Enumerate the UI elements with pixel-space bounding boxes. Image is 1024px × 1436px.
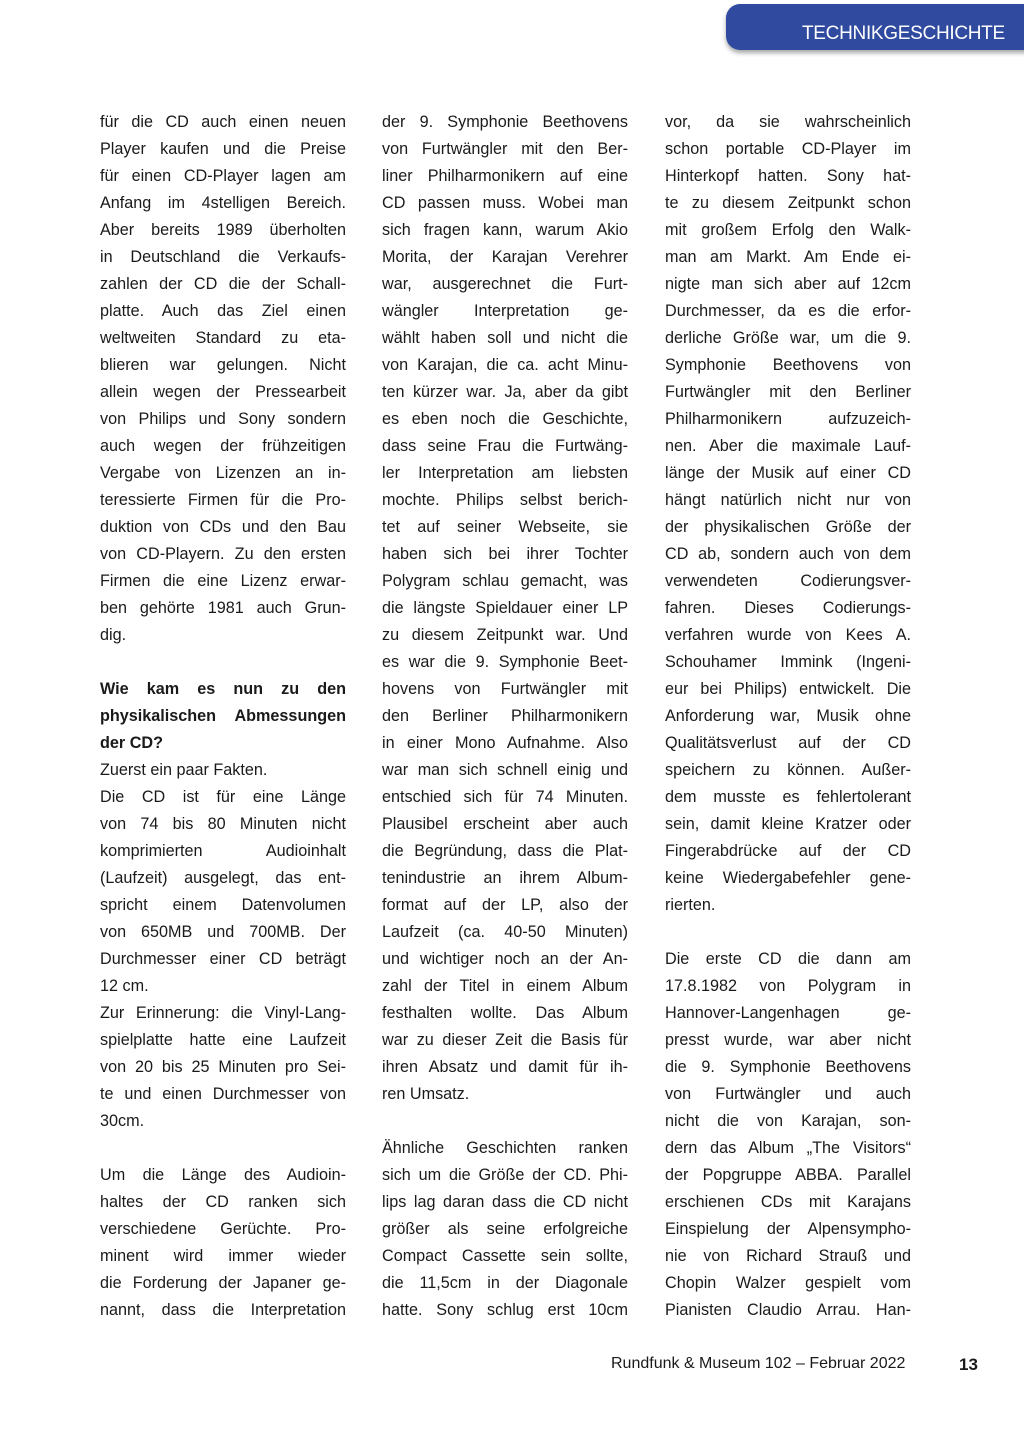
text-line: die Forderung der Japaner ge- (100, 1274, 346, 1292)
text-line: von Furtwängler und auch (665, 1085, 911, 1103)
text-line: blieren war gelungen. Nicht (100, 356, 346, 374)
paragraph-gap (665, 919, 911, 946)
text-line: den Berliner Philharmonikern (382, 707, 628, 725)
text-line: weltweiten Standard zu eta- (100, 329, 346, 347)
text-line: Ähnliche Geschichten ranken (382, 1139, 628, 1157)
text-line: der Popgruppe ABBA. Parallel (665, 1166, 911, 1184)
text-line: Furtwängler mit den Berliner (665, 383, 911, 401)
text-line: Zuerst ein paar Fakten. (100, 761, 268, 779)
text-line: dass seine Frau die Furtwäng- (382, 437, 628, 455)
text-line: hängt natürlich nicht nur von (665, 491, 911, 509)
text-line: von Karajan, die ca. acht Minu- (382, 356, 628, 374)
text-line: verfahren wurde von Kees A. (665, 626, 911, 644)
text-line: länge der Musik auf einer CD (665, 464, 911, 482)
text-line: Um die Länge des Audioin- (100, 1166, 346, 1184)
text-line: von 74 bis 80 Minuten nicht (100, 815, 346, 833)
text-line: spricht einem Datenvolumen (100, 896, 346, 914)
text-line: nannt, dass die Interpretation (100, 1301, 346, 1319)
text-line: die längste Spieldauer einer LP (382, 599, 628, 617)
text-line: duktion von CDs und den Bau (100, 518, 346, 536)
text-line: allein wegen der Pressearbeit (100, 383, 346, 401)
text-line: mit großem Erfolg den Walk- (665, 221, 911, 239)
page-number: 13 (959, 1355, 978, 1374)
text-line: haben sich bei ihrer Tochter (382, 545, 628, 563)
text-line: lips lag daran dass die CD nicht (382, 1193, 628, 1211)
text-line: Vergabe von Lizenzen an in- (100, 464, 346, 482)
text-line: Qualitätsverlust auf der CD (665, 734, 911, 752)
text-line: nigte man sich aber auf 12cm (665, 275, 911, 293)
article-column-3 (665, 109, 911, 1324)
text-line: in einer Mono Aufnahme. Also (382, 734, 628, 752)
text-line: sein, damit kleine Kratzer oder (665, 815, 911, 833)
text-line: dem musste es fehlertolerant (665, 788, 911, 806)
text-line: Zur Erinnerung: die Vinyl-Lang- (100, 1004, 346, 1022)
section-header-tab (726, 4, 1024, 50)
paragraph-gap (100, 649, 346, 676)
text-line: Plausibel erscheint aber auch (382, 815, 628, 833)
text-line: nie von Richard Strauß und (665, 1247, 911, 1265)
text-line: speichern zu können. Außer- (665, 761, 911, 779)
text-line: hovens von Furtwängler mit (382, 680, 628, 698)
text-line: Symphonie Beethovens von (665, 356, 911, 374)
text-line: wängler Interpretation ge- (382, 302, 628, 320)
text-line: liner Philharmonikern auf eine (382, 167, 628, 185)
text-line: zu diesem Zeitpunkt war. Und (382, 626, 628, 644)
text-line: ren Umsatz. (382, 1085, 470, 1103)
text-line: te zu diesem Zeitpunkt schon (665, 194, 911, 212)
text-line: te und einen Durchmesser von (100, 1085, 346, 1103)
text-line: von 20 bis 25 Minuten pro Sei- (100, 1058, 346, 1076)
text-line: Laufzeit (ca. 40-50 Minuten) (382, 923, 628, 941)
text-line: erschienen CDs mit Karajans (665, 1193, 911, 1211)
text-line: CD ab, sondern auch von dem (665, 545, 911, 563)
text-line: die Begründung, dass die Plat- (382, 842, 628, 860)
text-line: Firmen die eine Lizenz erwar- (100, 572, 346, 590)
paragraph-gap (382, 1108, 628, 1135)
text-line: der 9. Symphonie Beethovens (382, 113, 628, 131)
text-line: eur bei Philips) entwickelt. Die (665, 680, 911, 698)
text-line: für einen CD-Player lagen am (100, 167, 346, 185)
text-line: ten kürzer war. Ja, aber da gibt (382, 383, 628, 401)
text-line: war zu dieser Zeit die Basis für (382, 1031, 628, 1049)
text-line: 12 cm. (100, 977, 149, 995)
text-line: größer als seine erfolgreiche (382, 1220, 628, 1238)
text-line: festhalten wollte. Das Album (382, 1004, 628, 1022)
text-line: Compact Cassette sein sollte, (382, 1247, 628, 1265)
text-line: (Laufzeit) ausgelegt, das ent- (100, 869, 346, 887)
text-line: wählt haben soll und nicht die (382, 329, 628, 347)
text-line: Durchmesser, da es die erfor- (665, 302, 911, 320)
text-line: dern das Album „The Visitors“ (665, 1139, 911, 1157)
text-line: 30cm. (100, 1112, 145, 1130)
text-line: spielplatte hatte eine Laufzeit (100, 1031, 346, 1049)
text-line: man am Markt. Am Ende ei- (665, 248, 911, 266)
text-line: es eben noch die Geschichte, (382, 410, 628, 428)
text-line: entschied sich für 74 Minuten. (382, 788, 628, 806)
text-line: ler Interpretation am liebsten (382, 464, 628, 482)
section-title: TECHNIKGESCHICHTE (802, 23, 1005, 44)
text-line: die 11,5cm in der Diagonale (382, 1274, 628, 1292)
text-line: Einspielung der Alpensympho- (665, 1220, 911, 1238)
text-line: platte. Auch das Ziel einen (100, 302, 346, 320)
text-line: nicht die von Karajan, son- (665, 1112, 911, 1130)
text-line: Player kaufen und die Preise (100, 140, 346, 158)
text-line: rierten. (665, 896, 716, 914)
text-line: war man sich schnell einig und (382, 761, 628, 779)
text-line: es war die 9. Symphonie Beet- (382, 653, 628, 671)
text-line: Philharmonikern aufzuzeich- (665, 410, 911, 428)
text-line: verschiedene Gerüchte. Pro- (100, 1220, 346, 1238)
text-line: Durchmesser einer CD beträgt (100, 950, 346, 968)
text-line: teressierte Firmen für die Pro- (100, 491, 346, 509)
text-line: ihren Absatz und damit für ih- (382, 1058, 628, 1076)
text-line: für die CD auch einen neuen (100, 113, 346, 131)
text-line: sich fragen kann, warum Akio (382, 221, 628, 239)
text-line: fahren. Dieses Codierungs- (665, 599, 911, 617)
text-line: von CD-Playern. Zu den ersten (100, 545, 346, 563)
text-line: schon portable CD-Player im (665, 140, 911, 158)
text-line: von 650MB und 700MB. Der (100, 923, 346, 941)
text-line: Chopin Walzer gespielt vom (665, 1274, 911, 1292)
text-line: derliche Größe war, um die 9. (665, 329, 911, 347)
text-line: Hinterkopf hatten. Sony hat- (665, 167, 911, 185)
text-line: nen. Aber die maximale Lauf- (665, 437, 911, 455)
text-line: tet auf seiner Webseite, sie (382, 518, 628, 536)
text-line: Pianisten Claudio Arrau. Han- (665, 1301, 911, 1319)
text-line: Polygram schlau gemacht, was (382, 572, 628, 590)
text-line: keine Wiedergabefehler gene- (665, 869, 911, 887)
text-line: haltes der CD ranken sich (100, 1193, 346, 1211)
text-line: Anfang im 4stelligen Bereich. (100, 194, 346, 212)
subheading-line: der CD? (100, 734, 163, 752)
text-line: hatte. Sony schlug erst 10cm (382, 1301, 628, 1319)
text-line: Die CD ist für eine Länge (100, 788, 346, 806)
text-line: die 9. Symphonie Beethovens (665, 1058, 911, 1076)
text-line: und wichtiger noch an der An- (382, 950, 628, 968)
paragraph-gap (100, 1135, 346, 1162)
text-line: vor, da sie wahrscheinlich (665, 113, 911, 131)
text-line: Morita, der Karajan Verehrer (382, 248, 628, 266)
text-line: komprimierten Audioinhalt (100, 842, 346, 860)
footer-publication: Rundfunk & Museum 102 – Februar 2022 (611, 1355, 906, 1372)
text-line: verwendeten Codierungsver- (665, 572, 911, 590)
text-line: dig. (100, 626, 127, 644)
text-line: Schouhamer Immink (Ingeni- (665, 653, 911, 671)
text-line: Die erste CD die dann am (665, 950, 911, 968)
text-line: von Furtwängler mit den Ber- (382, 140, 628, 158)
subheading-line: Wie kam es nun zu den (100, 680, 346, 698)
text-line: sich um die Größe der CD. Phi- (382, 1166, 628, 1184)
text-line: tenindustrie an ihrem Album- (382, 869, 628, 887)
text-line: Aber bereits 1989 überholten (100, 221, 346, 239)
article-column-1 (100, 109, 346, 1324)
text-line: minent wird immer wieder (100, 1247, 346, 1265)
text-line: Anforderung war, Musik ohne (665, 707, 911, 725)
text-line: 17.8.1982 von Polygram in (665, 977, 911, 995)
text-line: zahlen der CD die der Schall- (100, 275, 346, 293)
article-column-2 (382, 109, 628, 1324)
text-line: ben gehörte 1981 auch Grun- (100, 599, 346, 617)
text-line: CD passen muss. Wobei man (382, 194, 628, 212)
text-line: Fingerabdrücke auf der CD (665, 842, 911, 860)
text-line: der physikalischen Größe der (665, 518, 911, 536)
text-line: format auf der LP, also der (382, 896, 628, 914)
text-line: war, ausgerechnet die Furt- (382, 275, 628, 293)
text-line: presst wurde, war aber nicht (665, 1031, 911, 1049)
text-line: in Deutschland die Verkaufs- (100, 248, 346, 266)
text-line: auch wegen der frühzeitigen (100, 437, 346, 455)
text-line: Hannover-Langenhagen ge- (665, 1004, 911, 1022)
text-line: von Philips und Sony sondern (100, 410, 346, 428)
text-line: mochte. Philips selbst berich- (382, 491, 628, 509)
text-line: zahl der Titel in einem Album (382, 977, 628, 995)
subheading-line: physikalischen Abmessungen (100, 707, 346, 725)
